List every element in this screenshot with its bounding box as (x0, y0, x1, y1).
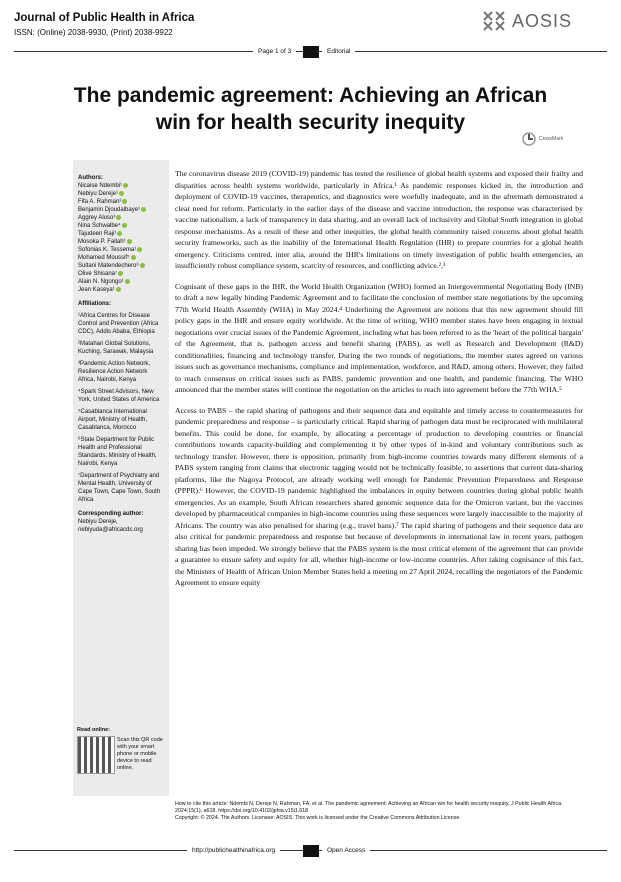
title-line-1: The pandemic agreement: Achieving an African (73, 84, 548, 107)
affiliation-item: ¹Africa Centres for Disease Control and Prevention (Africa CDC), Addis Ababa, Ethiopia (78, 313, 159, 335)
corresponding-heading: Corresponding author: (78, 511, 144, 517)
author-name-text: Nina Schwalbe⁴ (78, 223, 121, 229)
orcid-icon[interactable] (117, 231, 122, 236)
author-name-text: Olive Shisana⁷ (78, 271, 118, 277)
journal-issn: ISSN: (Online) 2038-9930, (Print) 2038-9922 (14, 28, 173, 37)
orcid-icon[interactable] (141, 207, 146, 212)
affiliation-item: ³Pandemic Action Network, Resilience Action Network Africa, Nairobi, Kenya (78, 361, 151, 383)
read-online-heading: Read online: (77, 727, 111, 733)
page-footer (0, 845, 621, 857)
orcid-icon[interactable] (127, 239, 132, 244)
affiliation-item: ⁶State Department for Public Health and Professional Standards, Ministry of Health, Nairobi, Kenya (78, 437, 157, 467)
open-access-label: Open Access (322, 845, 370, 857)
aosis-logo-icon (482, 10, 508, 32)
footer-marker (303, 845, 319, 857)
author-name-text: Mohamed Moussif⁵ (78, 255, 130, 261)
author-name (78, 278, 165, 286)
copyright-notice: Copyright: © 2024. The Authors. Licensee: AOSIS. This work is licensed under the Creative Commons Attribution License. (175, 815, 461, 821)
corresponding-email[interactable]: nebiyuda@africacdc.org (78, 527, 143, 533)
corresponding-name: Nebiyu Dereje, (78, 519, 118, 525)
author-name (78, 270, 165, 278)
author-name (78, 190, 165, 198)
author-name (78, 230, 165, 238)
affiliation-item: ⁷Department of Psychiatry and Mental Health, University of Cape Town, Cape Town, South Africa (78, 473, 161, 503)
author-name (78, 206, 165, 214)
author-name-text: Jean Kaseya¹ (78, 287, 115, 293)
affiliation-item: ²Matahari Global Solutions, Kuching, Sarawak, Malaysia (78, 341, 154, 355)
orcid-icon[interactable] (122, 199, 127, 204)
article-title (40, 82, 581, 136)
journal-name: Journal of Public Health in Africa (14, 12, 195, 24)
author-name-text: Nebiyu Dereje¹ (78, 191, 119, 197)
orcid-icon[interactable] (131, 255, 136, 260)
qr-instructions: Scan this QR code with your smart phone or mobile device to read online. (117, 737, 163, 771)
body-paragraph: The coronavirus disease 2019 (COVID-19) pandemic has tested the resilience of global health systems and exposed their frailty and disparities across health systems worldwide, particularly in Africa.¹ As pandemic responses kicked in, the introduction and deployment of COVID-19 vaccines, therapeutics, and diagnostics were woefully inadequate, and in the aftermath demonstrated a clear need for reform. Particularly in the earlier days of the disease and vaccine introduction, the response was characterised by vaccine nationalism, a lack of transparency in data sharing, and an overall lack of inclusivity and Global South integration in global response mechanisms. As a result of these and other inequities, the global health community raised concerns about global health security frameworks, such as the inability of the International Health Regulation (IHR) to prepare countries for a global health emergency. Criticisms centred, inter alia, around the IHR's limitations on timely investigation of public health emergencies, an insufficiently robust compliance system, scarcity of resources, and conflicting advice.²,³ (175, 169, 583, 270)
how-to-cite: How to cite this article: Ndembi N, Dereje N, Rahman, FA, et al. The pandemic agreement: Achieving an African win for health security inequity. J Public Health Africa. 2024;15(1), a618. https://doi.org/10.4102/jphia.v15i1.618 (175, 801, 563, 814)
author-name (78, 198, 165, 206)
publisher-name: AOSIS (512, 10, 573, 31)
author-name-text: Benjamin Djoudalbaye¹ (78, 207, 141, 213)
header-marker (303, 46, 319, 58)
author-name-text: Sultani Matendechero⁶ (78, 263, 139, 269)
read-online-box (77, 727, 163, 771)
affiliations-heading: Affiliations: (78, 301, 111, 307)
author-list (78, 182, 165, 294)
crossmark-badge[interactable] (522, 132, 563, 146)
author-name (78, 286, 165, 294)
orcid-icon[interactable] (140, 263, 145, 268)
author-name (78, 182, 165, 190)
orcid-icon[interactable] (116, 215, 121, 220)
orcid-icon[interactable] (137, 247, 142, 252)
orcid-icon[interactable] (123, 183, 128, 188)
author-name (78, 254, 165, 262)
publisher-logo[interactable] (482, 10, 572, 32)
body-paragraph: Cognisant of these gaps in the IHR, the World Health Organization (WHO) formed an Intergovernmental Negotiating Body (INB) to draft a new legally binding Pandemic Agreement and to facilitate the conclusion of member state negotiations by the upcoming 77th World Health Assembly (WHA) in May 2024.⁴ Underlining the Agreement are notions that this new agreement should fill policy gaps in the IHR and ensure equity worldwide. At the time of writing, WHO member states have been engaging in textual negotiations over crucial issues of the Pandemic Agreement, including what has been referred to as the 'heart of the political bargain' of the Agreement, that is, pathogen access and benefit sharing (PABS), as well as Research and Development (R&D) conditionalities, financing and technology transfer. During the two rounds of negotiations, the member states agreed on various issues such as governance mechanisms, compliance and implementation, workforce, and R&D, among others. However, they failed to reach consensus on critical issues such as PABS, pandemic prevention and one health, and pandemic financing. The WHO announced that the member states will continue the negotiation on the articles to reach into agreement before the 77th WHA.⁵ (175, 281, 583, 394)
affiliation-item: ⁵Casablanca International Airport, Ministry of Health, Casablanca, Morocco (78, 409, 148, 431)
citation-block (175, 801, 585, 822)
author-name (78, 238, 165, 246)
author-name-text: Aggrey Aluso³ (78, 215, 116, 221)
affiliation-item: ⁴Spark Street Advisors, New York, United States of America (78, 389, 160, 403)
author-name-text: Sofonias K. Tessema¹ (78, 247, 137, 253)
orcid-icon[interactable] (118, 271, 123, 276)
page-number: Page 1 of 3 (253, 46, 296, 58)
page-header-bar (0, 46, 621, 58)
affiliation-list (78, 312, 165, 504)
article-sidebar (73, 160, 169, 796)
body-paragraph: Access to PABS – the rapid sharing of pathogens and their sequence data and equitable and timely access to countermeasures for pandemic preparedness and response – is particularly critical. Rapid sharing of pathogen data must be reciprocated with multilateral benefits. This could be done, for example, by allocating a percentage of production to developing countries or financial contributions towards capacity-building and complementing it by other types of in-kind and voluntary contributions such as technology transfer. However, there is opposition, primarily from high-income countries towards many different elements of a PABS system ranging from claims that electronic tagging would not be technically feasible, to assertions that current data-sharing platforms, like the Nagoya Protocol, are already working well enough for Pandemic Prevention Preparedness and Response (PPPR).⁶ However, the COVID-19 pandemic highlighted the imbalances in equity between countries during global public health emergencies. As an example, South African researchers shared genomic sequence data for the Omicron variant, but the vaccines developed by pharmaceutical companies in high-income countries using these sequences were largely inaccessible to the majority of Africans. The country was also penalised for sharing (e.g., travel bans).⁷ The rapid sharing of pathogens and their sequence data are also critical for pandemic preparedness and response but because of developments in international law in recent years, pathogen sharing has been impeded. We strongly believe that the PABS system is the most critical element of the agreement that can provide a guarantee to ensure safety and equity for all, whether high-income or low-income countries. After taking cognisance of this fact, the Ministers of Health of African Union Member States held a meeting on 27 April 2024, recalling the negotiators of the Pandemic Agreement to ensure equity (175, 405, 583, 587)
author-name (78, 214, 165, 222)
author-name-text: Nicaise Ndembi¹ (78, 183, 123, 189)
author-name (78, 246, 165, 254)
author-name-text: Mosoka P. Fallah¹ (78, 239, 126, 245)
qr-code-icon[interactable] (77, 736, 115, 774)
author-name-text: Tajudeen Raji¹ (78, 231, 117, 237)
orcid-icon[interactable] (116, 287, 121, 292)
author-name-text: Alain N. Ngongo¹ (78, 279, 124, 285)
crossmark-label: CrossMark (539, 136, 564, 142)
journal-url[interactable]: http://publichealthinafrica.org (187, 845, 280, 857)
authors-heading: Authors: (78, 175, 103, 181)
article-section: Editorial (322, 46, 355, 58)
orcid-icon[interactable] (119, 191, 124, 196)
orcid-icon[interactable] (125, 279, 130, 284)
crossmark-icon (522, 132, 536, 146)
title-line-2: win for health security inequity (155, 111, 466, 134)
orcid-icon[interactable] (122, 223, 127, 228)
author-name-text: Fifa A. Rahman² (78, 199, 122, 205)
article-body (175, 168, 583, 598)
author-name (78, 262, 165, 270)
author-name (78, 222, 165, 230)
